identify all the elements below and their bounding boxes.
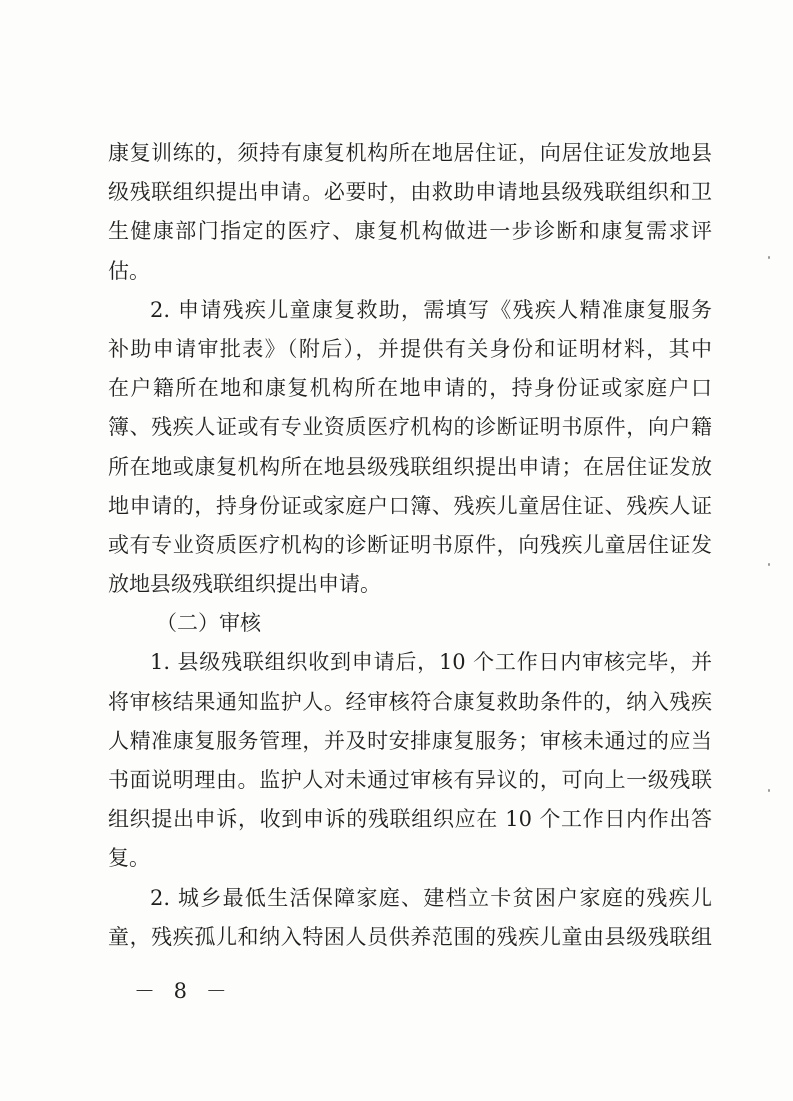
text-line: 书面说明理由。监护人对未通过审核有异议的，可向上一级残联	[108, 768, 712, 792]
text-line: 生健康部门指定的医疗、康复机构做进一步诊断和康复需求评	[108, 219, 712, 244]
text-line: 1. 县级残联组织收到申请后，10 个工作日内审核完毕，并	[150, 650, 712, 675]
text-line: 所在地或康复机构所在地县级残联组织提出申请；在居住证发放	[108, 454, 712, 479]
paragraph	[108, 879, 712, 957]
text-line: 复。	[108, 846, 150, 871]
text-line: 人精准康复服务管理，并及时安排康复服务；审核未通过的应当	[108, 728, 712, 753]
text-line: 在户籍所在地和康复机构所在地申请的，持身份证或家庭户口	[108, 376, 712, 401]
text-line: （二）审核	[156, 611, 261, 636]
text-line: 童，残疾孤儿和纳入特困人员供养范围的残疾儿童由县级残联组	[108, 924, 712, 949]
text-line: 估。	[108, 258, 150, 283]
text-line: 康复训练的，须持有康复机构所在地居住证，向居住证发放地县	[108, 141, 712, 165]
text-line: 2. 城乡最低生活保障家庭、建档立卡贫困户家庭的残疾儿	[150, 885, 712, 910]
text-line: 地申请的，持身份证或家庭户口簿、残疾儿童居住证、残疾人证	[108, 493, 712, 518]
text-line: 补助申请审批表》（附后），并提供有关身份和证明材料，其中	[108, 336, 712, 361]
scan-speck	[768, 256, 770, 259]
text-line: 将审核结果通知监护人。经审核符合康复救助条件的，纳入残疾	[108, 689, 712, 714]
paragraph	[108, 604, 712, 643]
text-line: 簿、残疾人证或有专业资质医疗机构的诊断证明书原件，向户籍	[108, 415, 712, 440]
scan-speck	[768, 789, 770, 792]
scan-speck	[768, 563, 770, 566]
page-number: － 8 －	[134, 979, 233, 1003]
text-line: 级残联组织提出申请。必要时，由救助申请地县级残联组织和卫	[108, 180, 712, 205]
text-line: 组织提出申诉，收到申诉的残联组织应在 10 个工作日内作出答	[108, 807, 712, 832]
paragraph	[108, 291, 712, 605]
paragraph	[108, 134, 712, 291]
document-body	[108, 134, 712, 957]
text-line: 或有专业资质医疗机构的诊断证明书原件，向残疾儿童居住证发	[108, 532, 712, 557]
text-line: 2. 申请残疾儿童康复救助，需填写《残疾人精准康复服务	[150, 297, 712, 322]
paragraph	[108, 643, 712, 878]
text-line: 放地县级残联组织提出申请。	[108, 572, 381, 597]
